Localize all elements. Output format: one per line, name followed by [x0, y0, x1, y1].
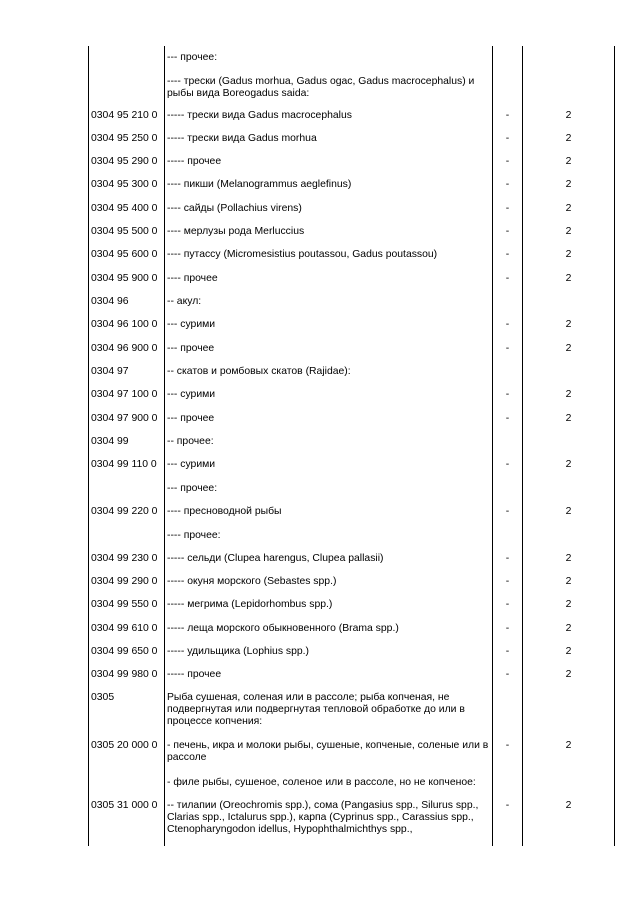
column-3-value: - [505, 553, 510, 564]
commodity-description: - филе рыбы, сушеное, соленое или в рассоле, но не копченое: [167, 777, 476, 788]
commodity-description: ---- мерлузы рода Merluccius [167, 226, 305, 237]
commodity-description: ---- путассу (Micromesistius poutassou, Gadus poutassou) [167, 249, 438, 260]
commodity-code: 0304 96 [91, 296, 129, 307]
column-3-value: - [505, 226, 510, 237]
commodity-description: ----- леща морского обыкновенного (Brama spp.) [167, 623, 399, 634]
commodity-code: 0304 99 230 0 [91, 553, 158, 564]
column-4-value: 2 [565, 413, 572, 424]
column-4-value: 2 [565, 179, 572, 190]
commodity-code: 0304 97 100 0 [91, 389, 158, 400]
commodity-description: --- прочее [167, 343, 215, 354]
column-3-value: - [505, 740, 510, 751]
column-3-value: - [505, 273, 510, 284]
column-3-value: - [505, 646, 510, 657]
column-3-value: - [505, 319, 510, 330]
column-3-value: - [505, 110, 510, 121]
column-4-value: 2 [565, 273, 572, 284]
commodity-description: ---- прочее: [167, 530, 221, 541]
commodity-code: 0305 [91, 692, 115, 703]
column-divider [164, 46, 165, 846]
commodity-description: --- прочее [167, 413, 215, 424]
commodity-description: --- сурими [167, 319, 216, 330]
commodity-description: ----- трески вида Gadus macrocephalus [167, 110, 352, 121]
column-3-value: - [505, 249, 510, 260]
column-4-value: 2 [565, 319, 572, 330]
commodity-code: 0304 99 550 0 [91, 599, 158, 610]
column-3-value: - [505, 459, 510, 470]
commodity-description: -- прочее: [167, 436, 214, 447]
commodity-description: ---- трески (Gadus morhua, Gadus ogac, Gadus macrocephalus) и рыбы вида Boreogadus saida: [167, 76, 475, 99]
commodity-code: 0304 99 290 0 [91, 576, 158, 587]
commodity-code: 0304 99 [91, 436, 129, 447]
column-3-value: - [505, 343, 510, 354]
commodity-code: 0304 99 220 0 [91, 506, 158, 517]
commodity-code: 0304 95 290 0 [91, 156, 158, 167]
column-3-value: - [505, 179, 510, 190]
column-4-value: 2 [565, 459, 572, 470]
commodity-description: --- сурими [167, 389, 216, 400]
column-3-value: - [505, 623, 510, 634]
commodity-description: -- скатов и ромбовых скатов (Rajidae): [167, 366, 351, 377]
column-4-value: 2 [565, 740, 572, 751]
commodity-code: 0304 99 650 0 [91, 646, 158, 657]
column-3-value: - [505, 133, 510, 144]
commodity-description: -- акул: [167, 296, 202, 307]
column-4-value: 2 [565, 110, 572, 121]
column-4-value: 2 [565, 133, 572, 144]
column-3-value: - [505, 669, 510, 680]
commodity-description: ---- пикши (Melanogrammus aeglefinus) [167, 179, 352, 190]
commodity-code: 0304 95 400 0 [91, 203, 158, 214]
commodity-description: ---- прочее [167, 273, 218, 284]
commodity-code: 0304 97 [91, 366, 129, 377]
column-3-value: - [505, 800, 510, 811]
column-4-value: 2 [565, 226, 572, 237]
commodity-code: 0304 96 100 0 [91, 319, 158, 330]
column-4-value: 2 [565, 576, 572, 587]
commodity-description: ----- удильщика (Lophius spp.) [167, 646, 310, 657]
commodity-code: 0304 96 900 0 [91, 343, 158, 354]
commodity-description: --- сурими [167, 459, 216, 470]
column-3-value: - [505, 156, 510, 167]
column-3-value: - [505, 413, 510, 424]
commodity-code: 0305 20 000 0 [91, 740, 158, 751]
column-3-value: - [505, 506, 510, 517]
commodity-description: ----- прочее [167, 669, 222, 680]
commodity-code: 0305 31 000 0 [91, 800, 158, 811]
column-4-value: 2 [565, 800, 572, 811]
commodity-code: 0304 99 110 0 [91, 459, 157, 470]
commodity-code: 0304 95 250 0 [91, 133, 158, 144]
column-divider [614, 46, 615, 846]
commodity-description: ----- трески вида Gadus morhua [167, 133, 317, 144]
commodity-description: - печень, икра и молоки рыбы, сушеные, копченые, соленые или в рассоле [167, 740, 489, 763]
commodity-description: ---- пресноводной рыбы [167, 506, 282, 517]
commodity-code: 0304 95 500 0 [91, 226, 158, 237]
commodity-description: --- прочее: [167, 52, 218, 63]
column-4-value: 2 [565, 249, 572, 260]
column-4-value: 2 [565, 343, 572, 354]
column-4-value: 2 [565, 669, 572, 680]
column-4-value: 2 [565, 389, 572, 400]
column-4-value: 2 [565, 646, 572, 657]
commodity-description: ----- прочее [167, 156, 222, 167]
column-3-value: - [505, 203, 510, 214]
commodity-code: 0304 95 210 0 [91, 110, 158, 121]
commodity-description: --- прочее: [167, 483, 218, 494]
commodity-code: 0304 99 610 0 [91, 623, 158, 634]
commodity-code: 0304 99 980 0 [91, 669, 158, 680]
column-4-value: 2 [565, 599, 572, 610]
column-4-value: 2 [565, 553, 572, 564]
column-divider [88, 46, 89, 846]
commodity-code: 0304 95 600 0 [91, 249, 158, 260]
column-4-value: 2 [565, 203, 572, 214]
commodity-code: 0304 95 300 0 [91, 179, 158, 190]
column-4-value: 2 [565, 156, 572, 167]
commodity-description: ----- сельди (Clupea harengus, Clupea pallasii) [167, 553, 384, 564]
commodity-description: -- тилапии (Oreochromis spp.), сома (Pangasius spp., Silurus spp., Clarias spp., Ictalurus spp.), карпа (Cyprinus spp., Carassius spp., Ctenopharyngodon idellus, Hypophthalmichthys spp., [167, 800, 479, 835]
commodity-description: ---- сайды (Pollachius virens) [167, 203, 302, 214]
column-3-value: - [505, 576, 510, 587]
commodity-description: ----- мегрима (Lepidorhombus spp.) [167, 599, 333, 610]
commodity-description: ----- окуня морского (Sebastes spp.) [167, 576, 337, 587]
commodity-code: 0304 97 900 0 [91, 413, 158, 424]
column-4-value: 2 [565, 506, 572, 517]
column-3-value: - [505, 599, 510, 610]
column-4-value: 2 [565, 623, 572, 634]
commodity-description: Рыба сушеная, соленая или в рассоле; рыба копченая, не подвергнутая или подвергнутая тепловой обработке до или в процессе копчения: [167, 692, 465, 727]
column-3-value: - [505, 389, 510, 400]
commodity-code: 0304 95 900 0 [91, 273, 158, 284]
